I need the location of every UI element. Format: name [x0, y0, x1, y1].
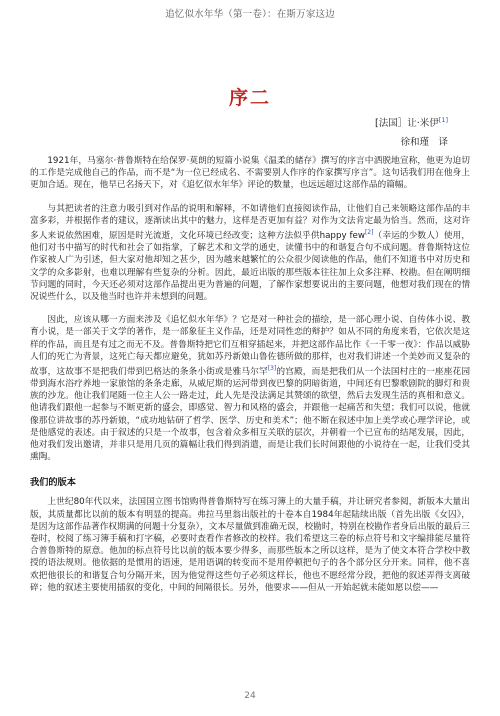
section-heading: 我们的版本	[30, 477, 76, 489]
body-text	[30, 155, 470, 605]
running-header: 追忆似水年华（第一卷）：在斯万家这边	[165, 9, 335, 20]
text-run: 因此，应该从哪一方面来涉及《追忆似水年华》？它是对一种社会的描绘，是一部心理小说、自传体小说、教育小说，是一部关于文学的著作，是一部象征主义作品，还是对同性恋的辩护？如从不同的角度来看，它依次是这样的作品，而且是有过之而无不及。普鲁斯特把它们互相穿插起来，并把这部作品比作《一千零一夜》：作品以威胁人们的死亡为背景，这死亡每天都应避免，犹如苏丹新娘山鲁佐德所做的那样，也对我们讲述一个美妙而又复杂的故事，这故事不是把我们带到巴格达的条条小街或是雅马尔罕	[30, 315, 470, 377]
text-run: 的宫殿，而是把我们从一个法国村庄的一座座花园带到海水浴疗养地一家旅馆的条条走廊，从威尼斯的运河带到夜巴黎的阴暗街道，中间还有巴黎歌剧院的脚灯和贵族的沙龙。他让我们尾随一位主人公一路走过，此人先是没法满足其赞颂的欲望，然后去发现生活的真相和意义。他请我们跟他一起参与不断更新的盛会，即感觉、智力和风格的盛会，并跟他一起痛苦和失望；我们可以说，他就像那位讲故事的苏丹新娘，“成功地钻研了哲学、医学、历史和美术”；他不断在叙述中加上美学或心理学评论，或是他感觉的表述。由于叙述的只是一个故事，包含着众多相互关联的层次，并朝着一个已宣布的结尾发展，因此，他对我们发出邀请，并非只是用几页的篇幅让我们得到消遣，而是让我们长时间跟他的小说待在一起，让我们受其熏陶。	[30, 366, 471, 463]
chapter-title: 序二	[228, 87, 271, 109]
text-run: 上世纪80年代以来，法国国立图书馆购得普鲁斯特写在练习簿上的大量手稿，并让研究者参阅，新版本大量出版，其质量都比以前的版本有明显的提高。弗拉马里翁出版社的十卷本自1984年起陆续出版（首先出版《女囚》，是因为这部作品著作权期满的问题十分复杂），文本尽量做到准确无误，校勘时，特别在校勘作者身后出版的最后三卷时，校阅了练习簿手稿和打字稿，必要时查看作者修改的校样。我们希望这三卷的标点符号和文字编排能尽量符合普鲁斯特的原意。他加的标点符号比以前的版本要少得多，而那些版本之所以这样，是为了使文本符合学校中教授的语法规则。他依据的是惯用的语速，是用语调的转变而不是用停顿把句子的各个部分区分开来。同样，他不喜欢把他很长的和谐复合句分隔开来，因为他觉得这些句子必须这样长，他也不愿经常分段，把他的叙述弄得支离破碎；他的叙述主要使用插叙的变化，中间的间隔很长。另外，他要求——但从一开始起就未能如愿以偿——	[30, 497, 470, 593]
text-run: （幸运的少数人）使用，他们对书中描写的时代和社会了如指掌，了解艺术和文学的通史，读懂书中的和谐复合句不成问题。普鲁斯特这位作家被人广为引述，但大家对他却知之甚少，因为越来越繁忙的公众很少阅读他的作品，他们不知道书中对历史和文学的众多影射，也难以理解有些复杂的分析。因此，最近出版的那些版本往往加上众多注释、校勘。但在阐明细节问题的同时，今天还必须对这部作品提出更为普遍的问题，了解作家想要说出的主要问题，他想对我们现在的情况说些什么，以及他当时也许并未想到的问题。	[30, 230, 471, 302]
author-line	[375, 115, 448, 129]
footnote-link[interactable]: [1]	[438, 115, 448, 124]
paragraph	[30, 203, 470, 304]
translator-line: 徐和瑾 译	[400, 137, 448, 148]
footnote-link[interactable]: [2]	[364, 229, 374, 237]
paragraph	[30, 314, 470, 463]
page-number: 24	[244, 691, 256, 701]
paragraph	[30, 155, 470, 192]
paragraph	[30, 496, 470, 594]
footnote-link[interactable]: [3]	[267, 364, 277, 372]
author-name: [法国］让·米伊	[375, 118, 439, 129]
text-run: 与其把读者的注意力吸引到对作品的说明和解释，不如请他们直接阅读作品，让他们自己来领略这部作品的丰富多彩，并根据作者的建议，逐渐读出其中的魅力，这样是否更加有益？对作为文法肯定最为恰当。然而，这对许多人来说依然困难，原因是时光流逝，文化环境已经改变；这种方法似乎供happy few	[30, 203, 470, 241]
text-run: 1921年，马塞尔·普鲁斯特在给保罗·莫朗的短篇小说集《温柔的储存》撰写的序言中洒脱地宣称，他更为迫切的工作是完成他自己的作品，而不是“为一位已经成名、不需要别人作序的作家撰写序言”。这句话我们用在他身上更加合适。现在，他早已名扬天下，对《追忆似水年华》评论的数量，也远远超过这部作品的篇幅。	[30, 156, 470, 191]
